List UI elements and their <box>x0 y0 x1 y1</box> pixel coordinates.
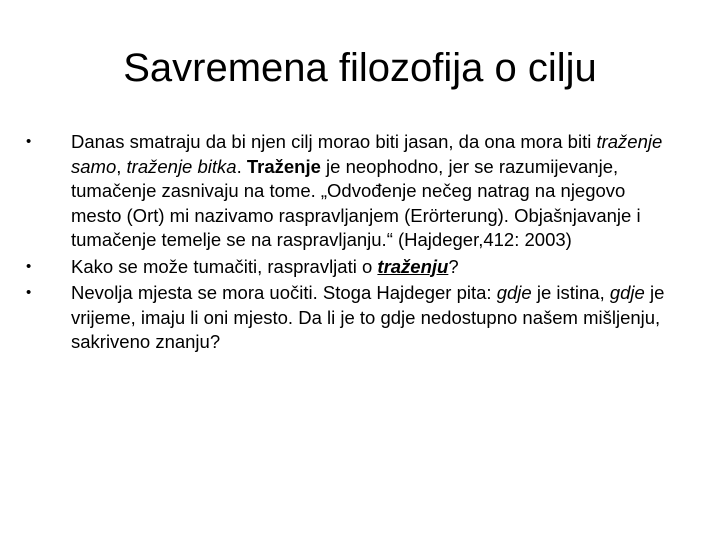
text-run: je istina, <box>531 282 610 303</box>
bullet-item-3 <box>26 281 676 355</box>
emphasis-text: gdje <box>609 282 645 303</box>
bullet-icon: • <box>26 133 32 150</box>
text-run: Kako se može tumačiti, raspravljati o <box>71 255 378 277</box>
text-run: Nevolja mjesta se mora uočiti. Stoga Hajdeger pita: <box>71 282 497 303</box>
bold-text: Traženje <box>246 155 321 177</box>
bullet-icon: • <box>26 257 32 275</box>
bullet-list <box>26 130 676 357</box>
emphasis-text: gdje <box>496 282 532 303</box>
bullet-text-2 <box>71 256 459 277</box>
bullet-item-2 <box>26 255 676 280</box>
bold-italic-underlined-text: traženju <box>377 255 449 277</box>
slide-title: Savremena filozofija o cilju <box>123 46 597 90</box>
text-run: . <box>236 155 247 177</box>
bullet-item-1 <box>26 130 676 253</box>
text-run: je neophodno, jer se razumijevanje, tumačenje zasnivaju na tome. „Odvođenje nečeg natrag na njegovo mesto (Ort) mi nazivamo raspravljanjem (Erörterung). Objašnjavanje i tumačenje temelje se na raspravljanju.“ (Hajdeger,412: 2003) <box>71 155 641 250</box>
bullet-text-3 <box>71 282 664 352</box>
emphasis-text: traženje samo <box>71 131 663 177</box>
text-run: je vrijeme, imaju li oni mjesto. Da li je to gdje nedostupno našem mišljenju, sakriveno znanju? <box>71 282 665 352</box>
text-run: , <box>116 155 127 177</box>
emphasis-text: traženje bitka <box>126 155 237 177</box>
text-run: ? <box>448 255 459 277</box>
bullet-text-1 <box>71 131 662 250</box>
text-run: Danas smatraju da bi njen cilj morao biti jasan, da ona mora biti <box>71 131 597 152</box>
bullet-icon: • <box>26 284 32 301</box>
